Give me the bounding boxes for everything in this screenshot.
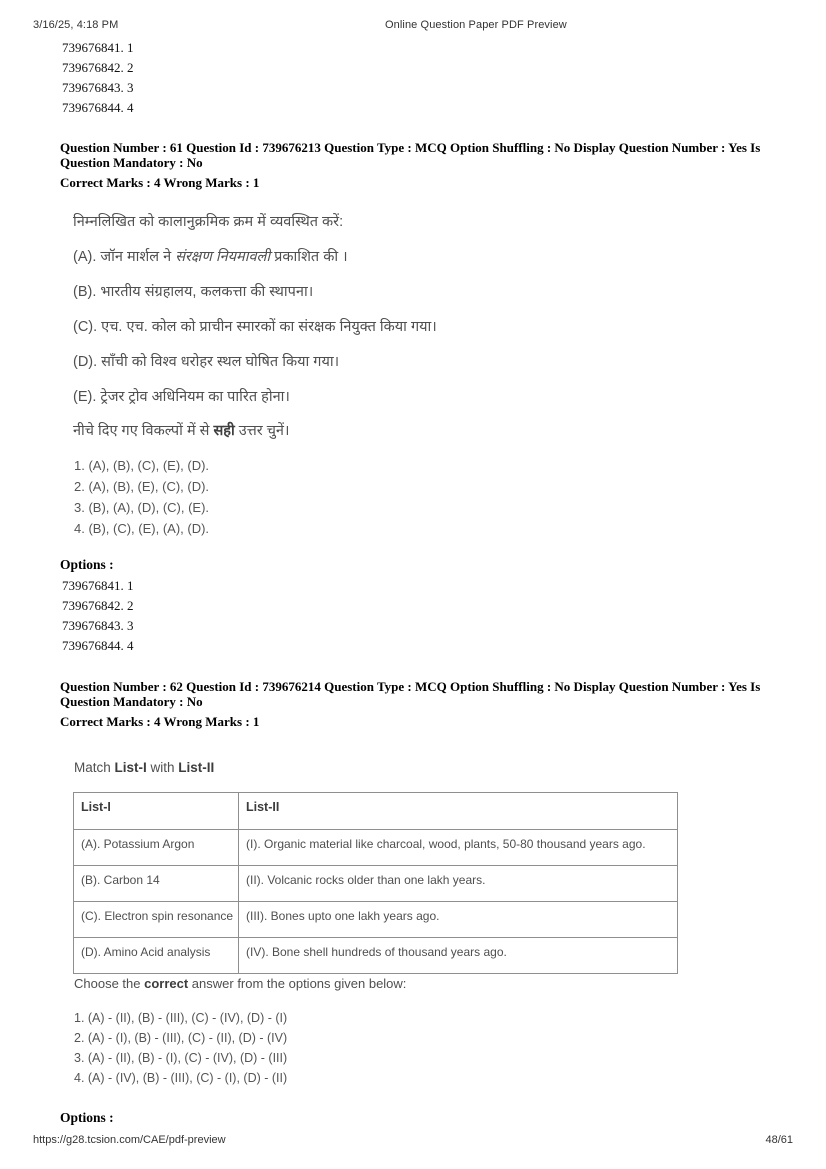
footer-url: https://g28.tcsion.com/CAE/pdf-preview bbox=[33, 1134, 226, 1146]
option-id: 739676843. 3 bbox=[62, 80, 134, 95]
header-datetime: 3/16/25, 4:18 PM bbox=[33, 19, 119, 31]
question-61-body bbox=[73, 205, 437, 448]
question-61-options-label: Options : bbox=[60, 557, 114, 572]
option-id: 739676843. 3 bbox=[62, 618, 134, 633]
header-title: Online Question Paper PDF Preview bbox=[385, 19, 567, 31]
previous-question-option-list bbox=[62, 38, 134, 118]
choice-3: 3. (A) - (II), (B) - (I), (C) - (IV), (D) - (III) bbox=[74, 1051, 288, 1065]
question-62-match-line: Match List-I with List-II bbox=[74, 760, 215, 775]
option-id: 739676841. 1 bbox=[62, 40, 134, 55]
table-header-row bbox=[74, 793, 678, 830]
statement-e: (E). ट्रेजर ट्रोव अधिनियम का पारित होना। bbox=[73, 389, 290, 405]
option-id: 739676842. 2 bbox=[62, 60, 134, 75]
statement-b: (B). भारतीय संग्रहालय, कलकत्ता की स्थापना। bbox=[73, 284, 314, 300]
question-61-choose-line: नीचे दिए गए विकल्पों में से सही उत्तर चुनें। bbox=[73, 423, 290, 439]
choice-1: 1. (A), (B), (C), (E), (D). bbox=[74, 458, 210, 473]
table-header-list1: List-I bbox=[74, 793, 239, 830]
choice-1: 1. (A) - (II), (B) - (III), (C) - (IV), (D) - (I) bbox=[74, 1011, 288, 1025]
question-61-marks: Correct Marks : 4 Wrong Marks : 1 bbox=[60, 175, 260, 190]
question-62-options-label: Options : bbox=[60, 1110, 114, 1125]
table-row: (C). Electron spin resonance (III). Bones upto one lakh years ago. bbox=[74, 902, 678, 938]
question-62-choices bbox=[74, 1008, 287, 1088]
question-62-choose-line: Choose the correct answer from the options given below: bbox=[74, 976, 407, 991]
option-id: 739676844. 4 bbox=[62, 100, 134, 115]
option-id: 739676844. 4 bbox=[62, 638, 134, 653]
statement-c: (C). एच. एच. कोल को प्राचीन स्मारकों का संरक्षक नियुक्त किया गया। bbox=[73, 319, 437, 335]
table-header-list2: List-II bbox=[239, 793, 678, 830]
question-61-metadata: Question Number : 61 Question Id : 739676213 Question Type : MCQ Option Shuffling : No Display Question Number : Yes Is Question Mandatory : No bbox=[60, 140, 761, 170]
choice-2: 2. (A), (B), (E), (C), (D). bbox=[74, 479, 210, 494]
question-61-intro: निम्नलिखित को कालानुक्रमिक क्रम में व्यवस्थित करें: bbox=[73, 214, 344, 230]
table-row: (B). Carbon 14 (II). Volcanic rocks older than one lakh years. bbox=[74, 866, 678, 902]
question-61-choices bbox=[74, 455, 209, 539]
table-row: (D). Amino Acid analysis (IV). Bone shell hundreds of thousand years ago. bbox=[74, 938, 678, 974]
question-62-marks: Correct Marks : 4 Wrong Marks : 1 bbox=[60, 714, 260, 729]
statement-d: (D). साँची को विश्व धरोहर स्थल घोषित किया गया। bbox=[73, 354, 340, 370]
match-list-table bbox=[73, 792, 678, 974]
choice-3: 3. (B), (A), (D), (C), (E). bbox=[74, 500, 210, 515]
option-id: 739676841. 1 bbox=[62, 578, 134, 593]
statement-a: (A). जॉन मार्शल ने संरक्षण नियमावली प्रकाशित की । bbox=[73, 249, 348, 265]
question-62-metadata: Question Number : 62 Question Id : 739676214 Question Type : MCQ Option Shuffling : No Display Question Number : Yes Is Question Mandatory : No bbox=[60, 679, 761, 709]
choice-4: 4. (A) - (IV), (B) - (III), (C) - (I), (D) - (II) bbox=[74, 1071, 288, 1085]
question-61-option-list bbox=[62, 576, 134, 656]
choice-4: 4. (B), (C), (E), (A), (D). bbox=[74, 521, 210, 536]
footer-page-indicator: 48/61 bbox=[765, 1134, 793, 1146]
choice-2: 2. (A) - (I), (B) - (III), (C) - (II), (D) - (IV) bbox=[74, 1031, 288, 1045]
option-id: 739676842. 2 bbox=[62, 598, 134, 613]
table-row: (A). Potassium Argon (I). Organic material like charcoal, wood, plants, 50-80 thousand years ago. bbox=[74, 830, 678, 866]
